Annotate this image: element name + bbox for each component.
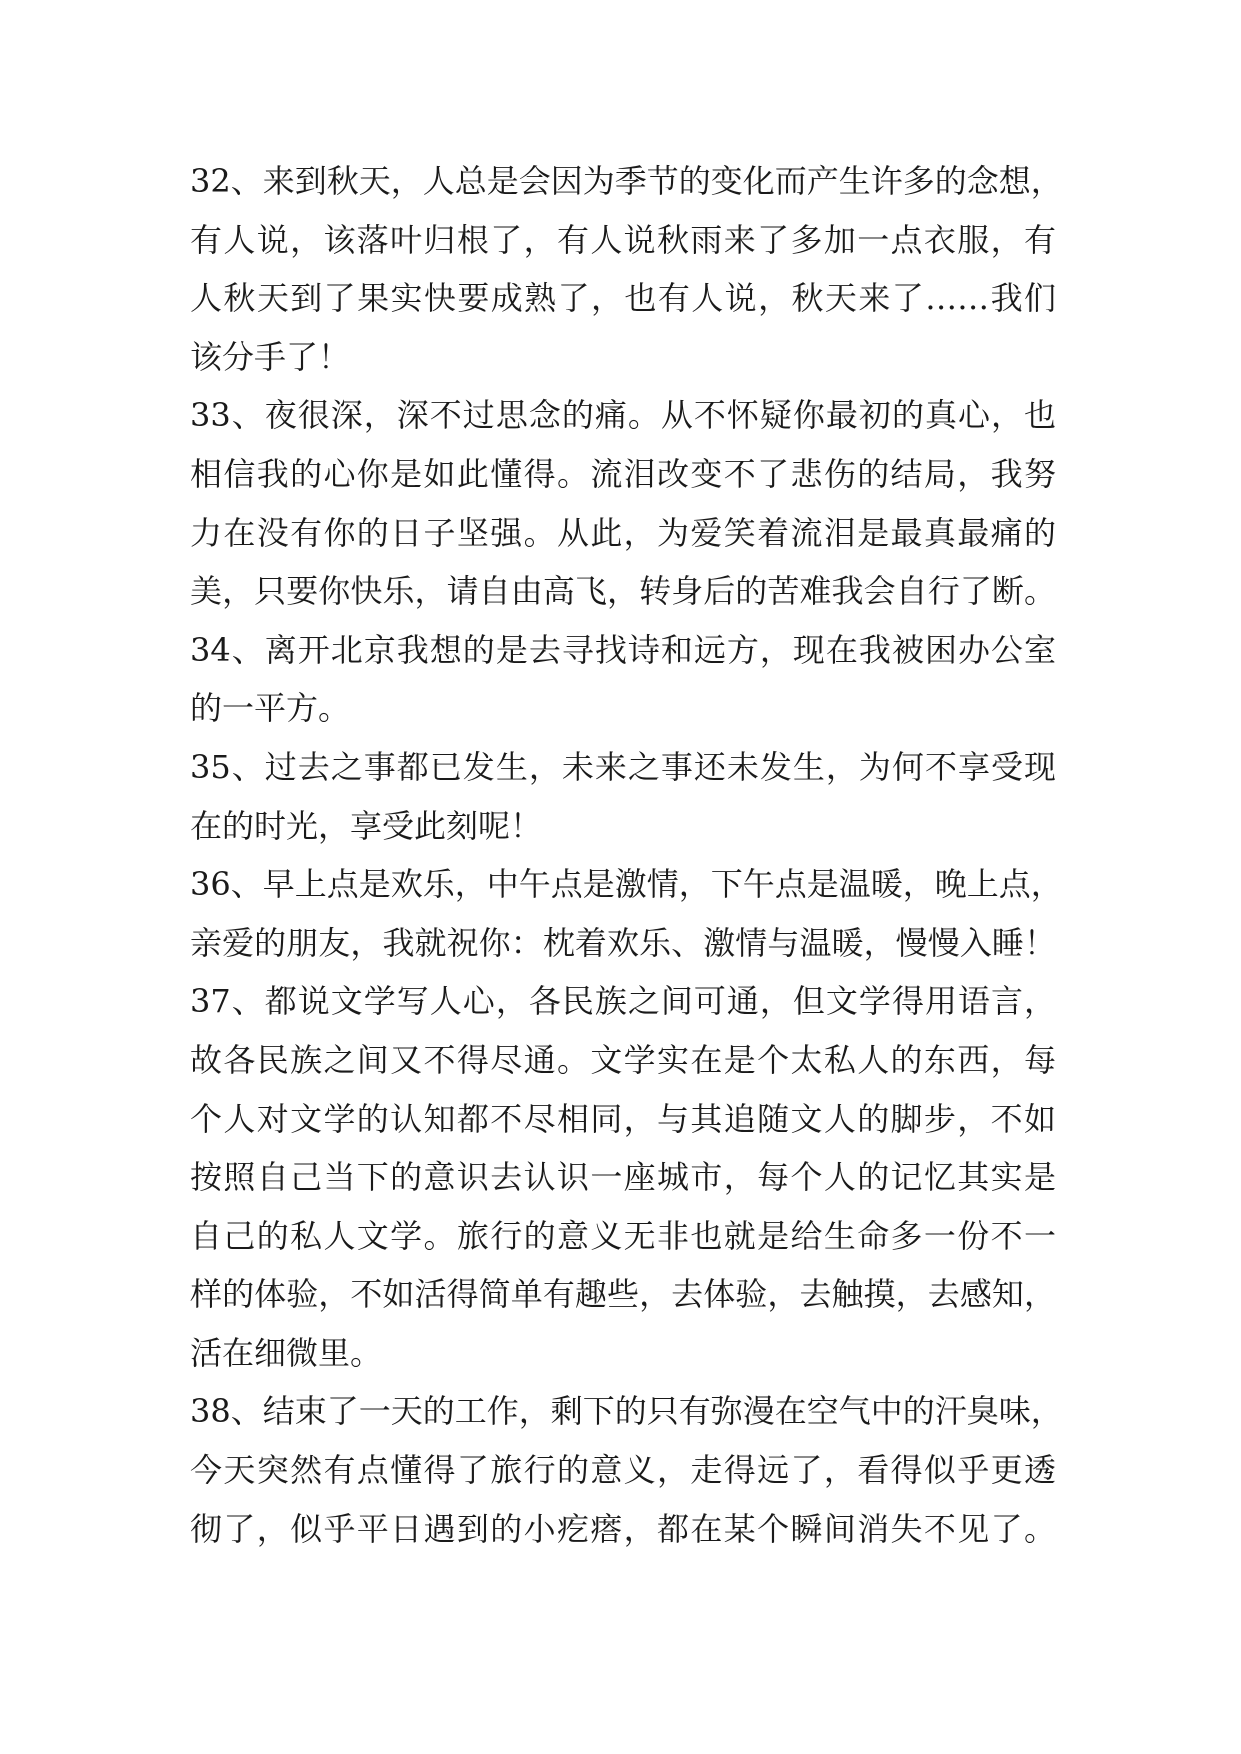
text-line: 相信我的心你是如此懂得。流泪改变不了悲伤的结局，我努 (190, 454, 1056, 493)
text-line: 有人说，该落叶归根了，有人说秋雨来了多加一点衣服，有 (190, 220, 1056, 259)
text-line: 今天突然有点懂得了旅行的意义，走得远了，看得似乎更透 (190, 1451, 1056, 1490)
text-line: 故各民族之间又不得尽通。文学实在是个太私人的东西，每 (190, 1040, 1056, 1079)
text-line: 亲爱的朋友，我就祝你：枕着欢乐、激情与温暖，慢慢入睡！ (190, 923, 1056, 962)
document-body (190, 152, 1070, 1558)
text-line: 按照自己当下的意识去认识一座城市，每个人的记忆其实是 (190, 1158, 1056, 1197)
text-line: 36、早上点是欢乐，中午点是激情，下午点是温暖，晚上点， (190, 865, 1063, 904)
text-line: 样的体验，不如活得简单有趣些，去体验，去触摸，去感知， (190, 1275, 1056, 1314)
text-line: 活在细微里。 (190, 1333, 383, 1372)
text-line: 力在没有你的日子坚强。从此，为爱笑着流泪是最真最痛的 (190, 513, 1056, 552)
text-line: 在的时光，享受此刻呢！ (190, 806, 543, 845)
text-line: 37、都说文学写人心，各民族之间可通，但文学得用语言， (190, 982, 1056, 1021)
text-line: 38、结束了一天的工作，剩下的只有弥漫在空气中的汗臭味， (190, 1392, 1063, 1431)
text-line: 32、来到秋天，人总是会因为季节的变化而产生许多的念想， (190, 162, 1063, 200)
text-line: 人秋天到了果实快要成熟了，也有人说，秋天来了……我们 (190, 279, 1056, 318)
text-line: 美，只要你快乐，请自由高飞，转身后的苦难我会自行了断。 (190, 572, 1056, 611)
text-line: 自己的私人文学。旅行的意义无非也就是给生命多一份不一 (190, 1216, 1056, 1255)
text-line: 该分手了！ (190, 337, 351, 376)
text-line: 33、夜很深，深不过思念的痛。从不怀疑你最初的真心，也 (190, 396, 1056, 435)
text-line: 彻了，似乎平日遇到的小疙瘩，都在某个瞬间消失不见了。 (190, 1509, 1056, 1548)
text-line: 的一平方。 (190, 689, 351, 728)
text-line: 34、离开北京我想的是去寻找诗和远方，现在我被困办公室 (190, 630, 1056, 669)
text-line: 35、过去之事都已发生，未来之事还未发生，为何不享受现 (190, 747, 1056, 786)
text-line: 个人对文学的认知都不尽相同，与其追随文人的脚步，不如 (190, 1099, 1056, 1138)
